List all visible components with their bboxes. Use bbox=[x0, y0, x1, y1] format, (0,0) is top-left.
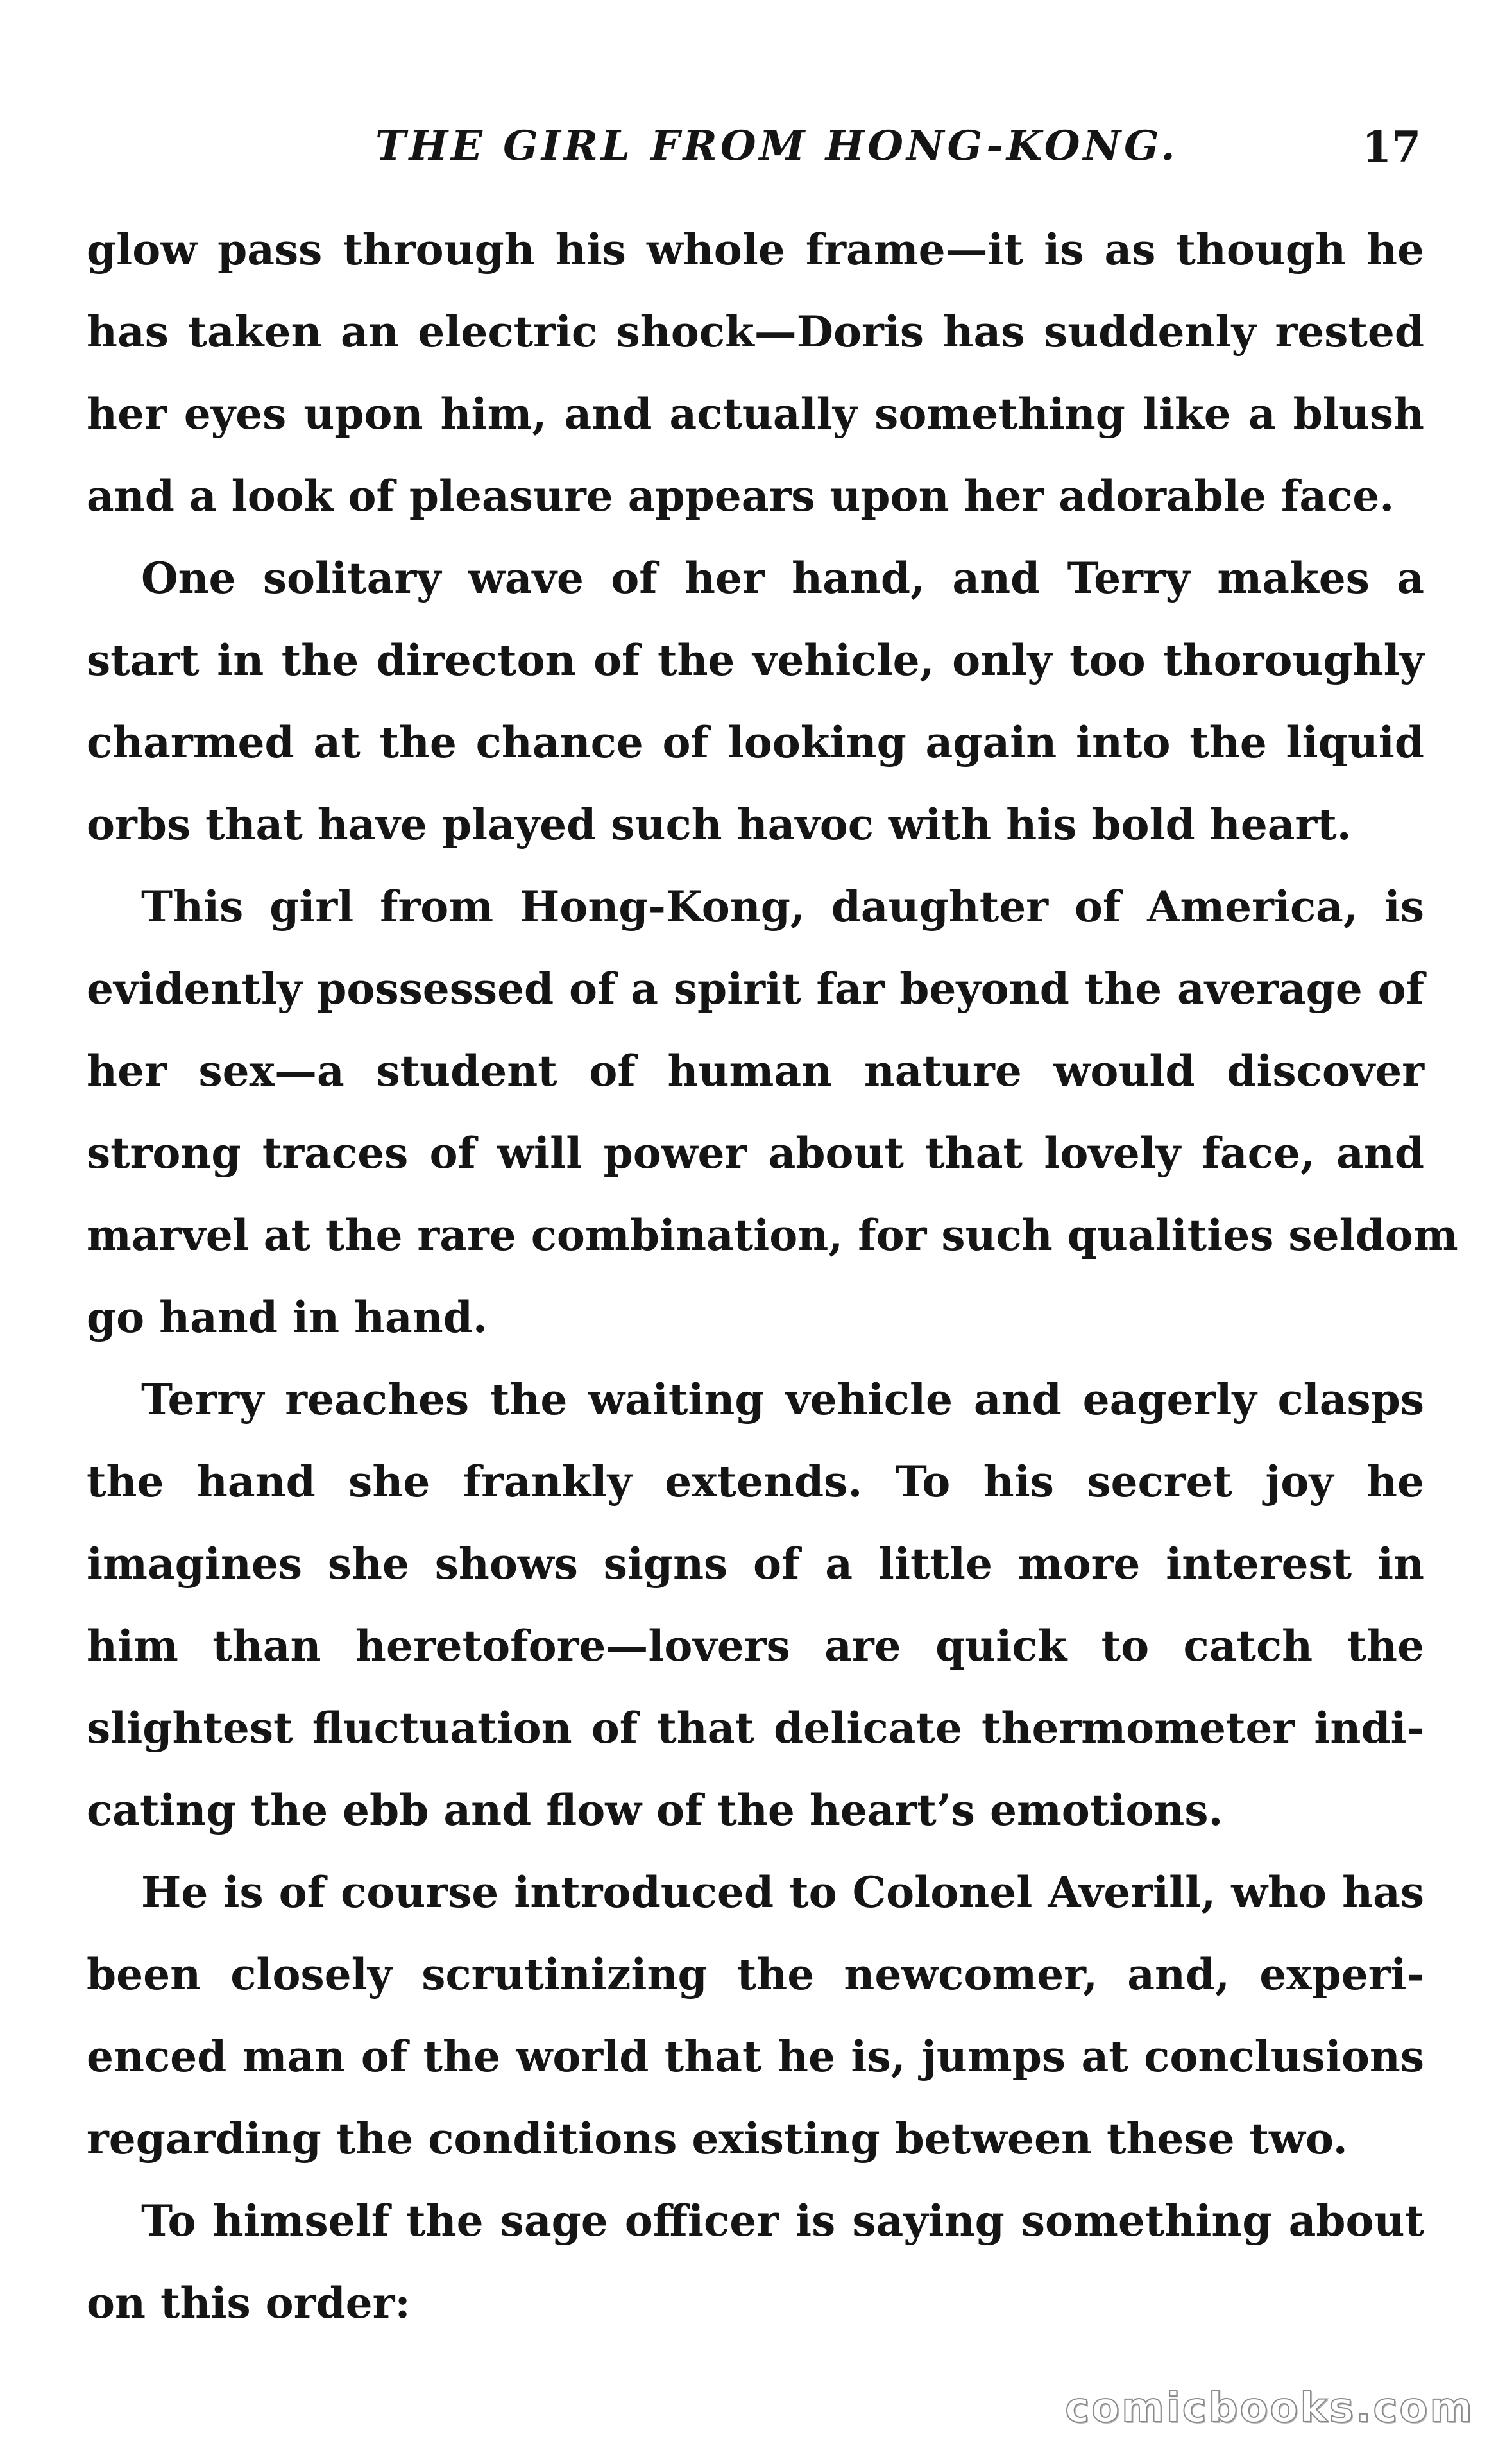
text-line: start in the directon of the vehicle, only too thoroughly bbox=[87, 635, 1424, 685]
watermark: comicbooks.com bbox=[1065, 2384, 1474, 2432]
text-line: on this order: bbox=[87, 2278, 411, 2328]
text-line: strong traces of will power about that lovely face, and bbox=[87, 1128, 1424, 1178]
text-line: marvel at the rare combination, for such qualities seldom bbox=[87, 1210, 1458, 1260]
body-text bbox=[87, 209, 1458, 2344]
text-line: him than heretofore—lovers are quick to catch the bbox=[87, 1621, 1424, 1671]
text-line: evidently possessed of a spirit far beyond the average of bbox=[87, 964, 1424, 1014]
text-line: glow pass through his whole frame—it is as though he bbox=[87, 225, 1424, 275]
running-title: THE GIRL FROM HONG-KONG. bbox=[375, 122, 1178, 170]
text-line: He is of course introduced to Colonel Averill, who has bbox=[141, 1867, 1424, 1917]
text-line: regarding the conditions existing between these two. bbox=[87, 2114, 1348, 2164]
text-line: imagines she shows signs of a little more interest in bbox=[87, 1539, 1424, 1589]
text-line: been closely scrutinizing the newcomer, and, experi- bbox=[87, 1949, 1424, 1999]
text-line: her eyes upon him, and actually something like a blush bbox=[87, 389, 1424, 439]
running-head bbox=[375, 122, 1421, 180]
text-line: and a look of pleasure appears upon her adorable face. bbox=[87, 471, 1395, 521]
page-number: 17 bbox=[1362, 122, 1421, 172]
text-line: orbs that have played such havoc with his bold heart. bbox=[87, 800, 1352, 850]
text-line: charmed at the chance of looking again into the liquid bbox=[87, 717, 1424, 767]
text-line: has taken an electric shock—Doris has suddenly rested bbox=[87, 307, 1424, 357]
text-line: her sex—a student of human nature would discover bbox=[87, 1046, 1424, 1096]
text-line: This girl from Hong-Kong, daughter of America, is bbox=[141, 882, 1424, 932]
text-line: go hand in hand. bbox=[87, 1292, 488, 1342]
text-line: Terry reaches the waiting vehicle and eagerly clasps bbox=[141, 1374, 1424, 1425]
text-line: the hand she frankly extends. To his secret joy he bbox=[87, 1457, 1424, 1507]
text-line: cating the ebb and flow of the heart’s emotions. bbox=[87, 1785, 1223, 1835]
text-line: slightest fluctuation of that delicate thermometer indi- bbox=[87, 1703, 1424, 1753]
text-line: To himself the sage officer is saying something about bbox=[141, 2196, 1424, 2246]
text-line: enced man of the world that he is, jumps at conclusions bbox=[87, 2032, 1424, 2082]
text-line: One solitary wave of her hand, and Terry makes a bbox=[141, 553, 1424, 603]
